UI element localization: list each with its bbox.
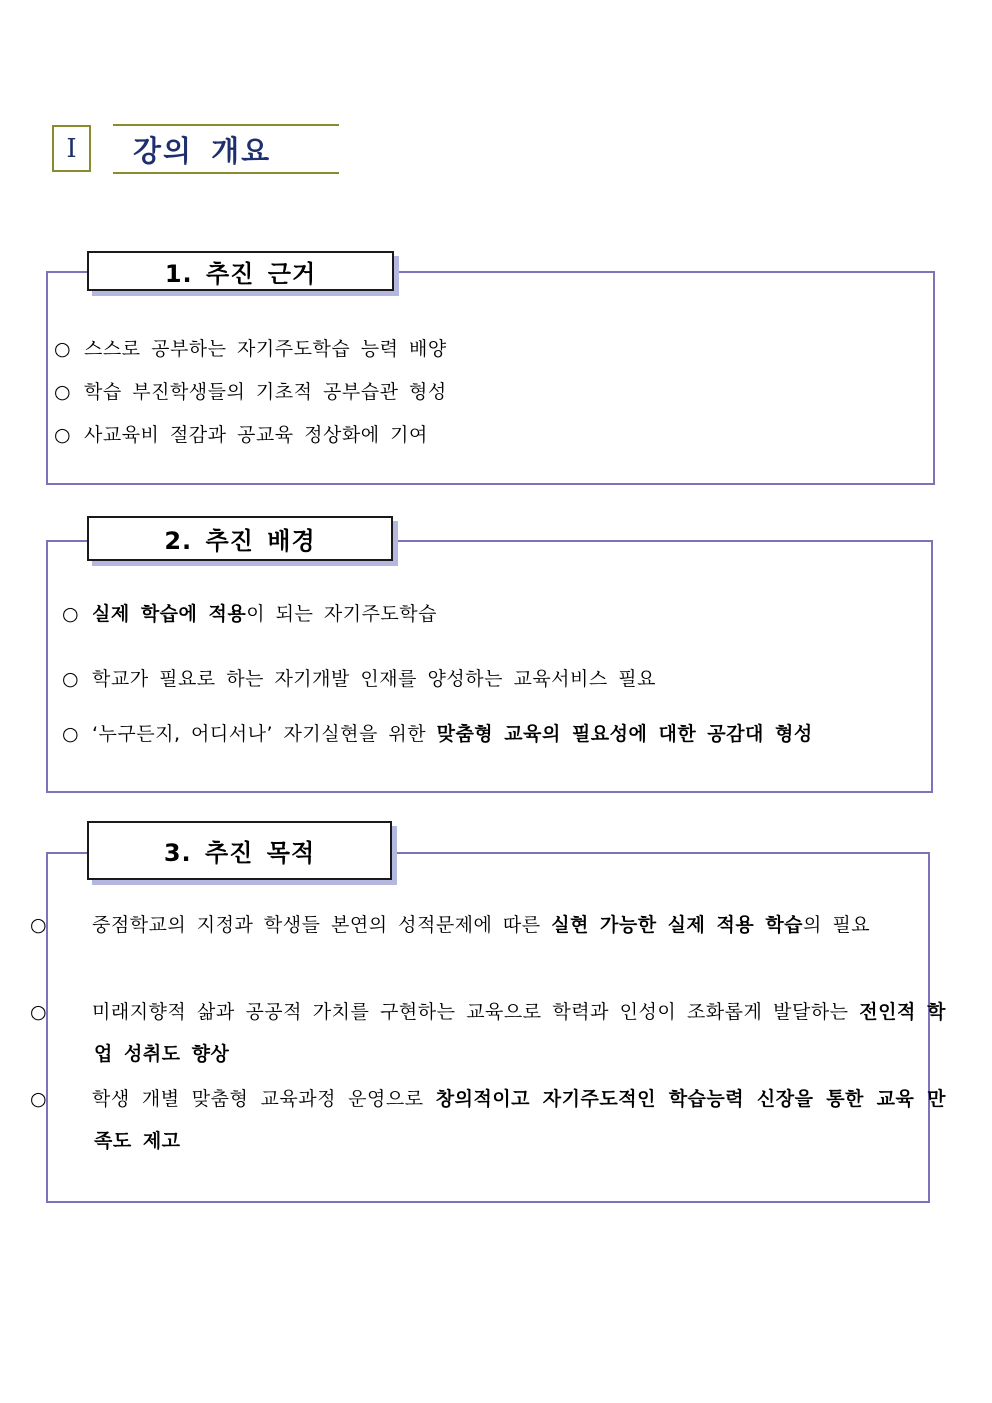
item-text: 학습 부진학생들의 기초적 공부습관 형성	[84, 381, 447, 403]
section-3-item-2	[30, 991, 946, 1075]
section-1-item-3	[54, 414, 428, 456]
bullet-circle-icon: ○	[62, 723, 80, 745]
item-text: ‘누구든지, 어디서나’ 자기실현을 위한	[92, 723, 437, 745]
bullet-circle-icon: ○	[62, 668, 80, 690]
bullet-circle-icon: ○	[54, 424, 72, 446]
section-1-title-tab	[87, 251, 394, 291]
section-3-title: 3. 추진 목적	[163, 839, 316, 867]
section-1-title: 1. 추진 근거	[164, 259, 317, 288]
item-text: 학교가 필요로 하는 자기개발 인재를 양성하는 교육서비스 필요	[92, 668, 656, 690]
section-2-title-tab	[87, 516, 393, 561]
item-text: 학생 개별 맞춤형 교육과정 운영으로	[92, 1088, 436, 1110]
section-2-title: 2. 추진 배경	[164, 527, 316, 555]
section-1-item-2	[54, 371, 447, 413]
section-3-title-tab	[87, 821, 392, 880]
item-bold-text: 맞춤형 교육의 필요성에 대한 공감대 형성	[436, 723, 813, 745]
bullet-circle-icon: ○	[30, 1088, 48, 1110]
section-3-item-3	[30, 1078, 946, 1162]
section-2-item-2	[62, 658, 656, 700]
bullet-circle-icon: ○	[62, 603, 80, 625]
item-tail-text: 의 필요	[803, 914, 871, 936]
item-text: 스스로 공부하는 자기주도학습 능력 배양	[84, 338, 447, 360]
chapter-title-frame	[113, 124, 339, 174]
chapter-number: Ⅰ	[52, 125, 91, 172]
section-2-item-1	[62, 593, 437, 635]
item-text: 중점학교의 지정과 학생들 본연의 성적문제에 따른	[92, 914, 552, 936]
bullet-circle-icon: ○	[30, 914, 48, 936]
item-bold-text: 실제 학습에 적용	[92, 603, 247, 625]
item-text: 이 되는 자기주도학습	[246, 603, 437, 625]
section-3-item-1	[30, 904, 946, 946]
bullet-circle-icon: ○	[30, 1001, 48, 1023]
bullet-circle-icon: ○	[54, 338, 72, 360]
item-bold-text: 실현 가능한 실제 적용 학습	[551, 914, 804, 936]
section-2-item-3	[62, 713, 813, 755]
item-bold-text: 창의적이고 자기주도적인 학습능력 신장을 통한 교육 만족도 제고	[94, 1088, 946, 1152]
item-bold-text: 전인적 학업 성취도 향상	[94, 1001, 946, 1065]
chapter-title: 강의 개요	[133, 133, 272, 168]
item-text: 미래지향적 삶과 공공적 가치를 구현하는 교육으로 학력과 인성이 조화롭게 발달하는	[92, 1001, 860, 1023]
item-text: 사교육비 절감과 공교육 정상화에 기여	[84, 424, 428, 446]
section-1-item-1	[54, 328, 447, 370]
bullet-circle-icon: ○	[54, 381, 72, 403]
